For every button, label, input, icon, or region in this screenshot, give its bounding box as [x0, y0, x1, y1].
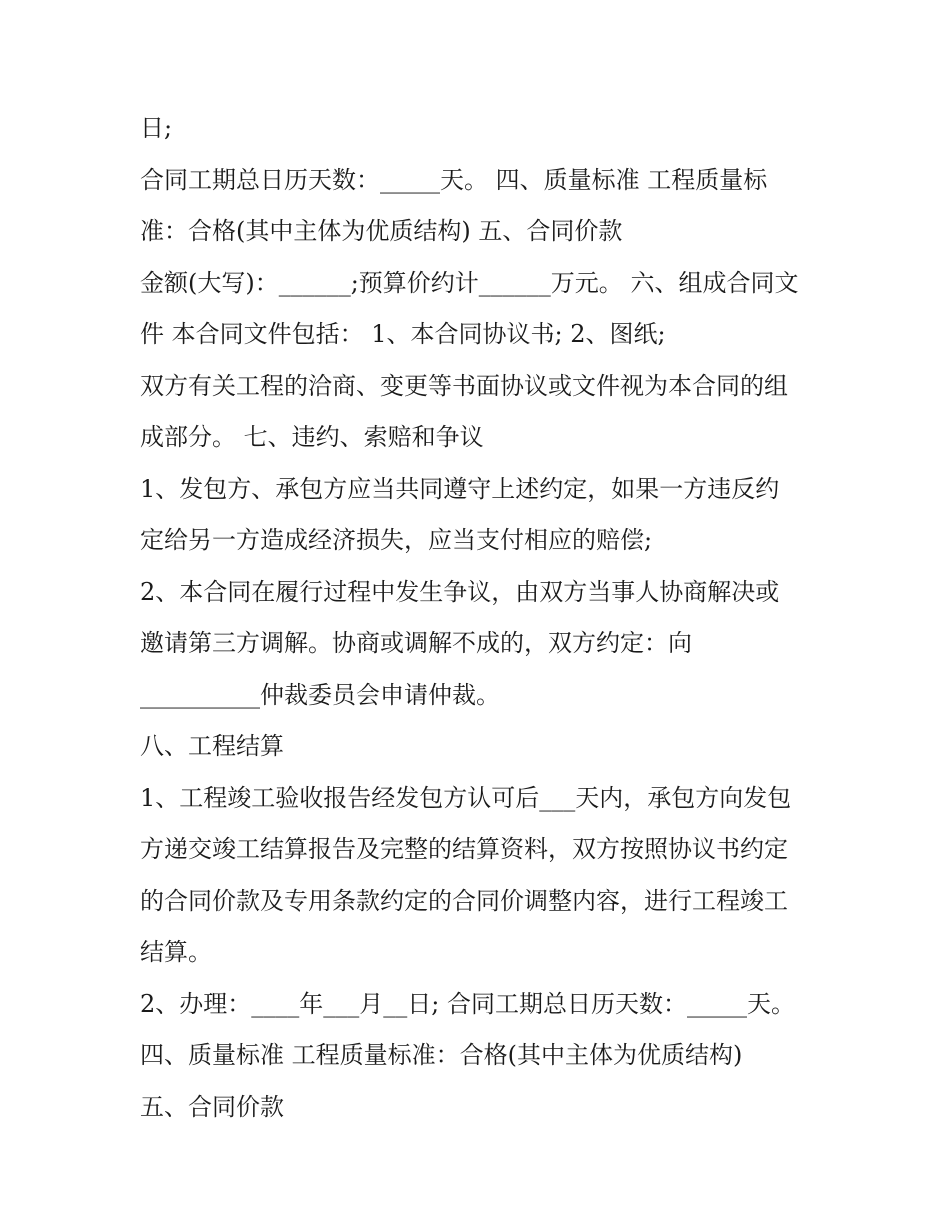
text-line: 准：合格(其中主体为优质结构) 五、合同价款 — [140, 217, 623, 245]
text-line: __________仲裁委员会申请仲裁。 — [140, 680, 500, 709]
text-line: 四、质量标准 工程质量标准：合格(其中主体为优质结构) — [140, 1041, 743, 1069]
text-line: 结算。 — [140, 938, 212, 966]
text-line: 日; — [140, 114, 173, 142]
text-line: 金额(大写)：______;预算价约计______万元。 六、组成合同文 — [140, 268, 799, 297]
section-heading: 八、工程结算 — [140, 732, 284, 760]
text-line: 邀请第三方调解。协商或调解不成的，双方约定：向 — [140, 629, 692, 657]
text-line: 2、办理：____年___月__日; 合同工期总日历天数：_____天。 — [140, 989, 795, 1018]
text-line: 1、工程竣工验收报告经发包方认可后___天内，承包方向发包 — [140, 783, 792, 812]
text-line: 的合同价款及专用条款约定的合同价调整内容，进行工程竣工 — [140, 886, 788, 915]
section-heading: 五、合同价款 — [140, 1092, 284, 1121]
contract-text-body — [140, 103, 820, 1133]
text-line: 1、发包方、承包方应当共同遵守上述约定，如果一方违反约 — [140, 474, 780, 503]
text-line: 2、本合同在履行过程中发生争议，由双方当事人协商解决或 — [140, 577, 780, 606]
text-line: 成部分。 七、违约、索赔和争议 — [140, 423, 484, 451]
text-line: 双方有关工程的洽商、变更等书面协议或文件视为本合同的组 — [140, 371, 788, 400]
text-line: 定给另一方造成经济损失，应当支付相应的赔偿; — [140, 526, 653, 554]
text-line: 合同工期总日历天数：_____天。 四、质量标准 工程质量标 — [140, 165, 768, 194]
text-line: 方递交竣工结算报告及完整的结算资料，双方按照协议书约定 — [140, 835, 788, 863]
text-line: 件 本合同文件包括： 1、本合同协议书; 2、图纸; — [140, 320, 666, 348]
